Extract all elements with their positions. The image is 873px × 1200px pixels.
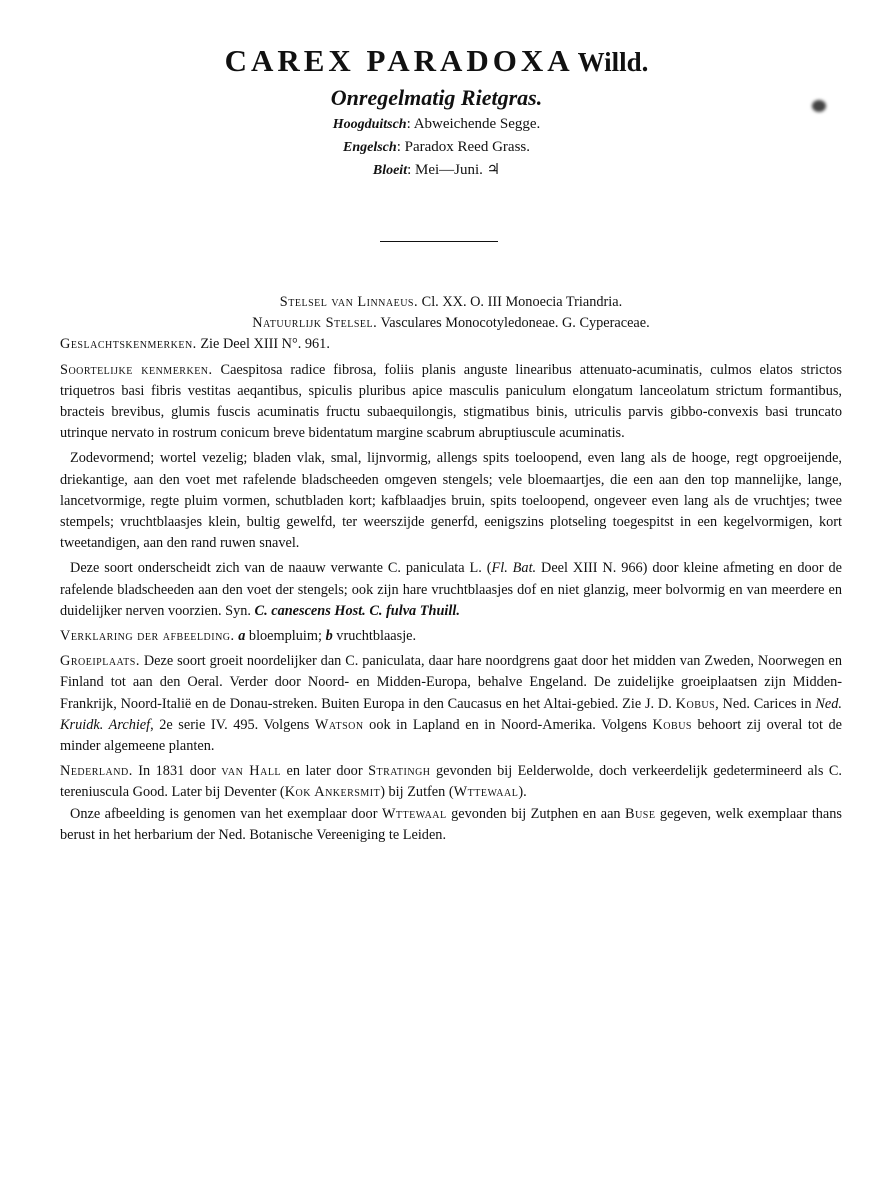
figure-note-wttewaal: Wttewaal — [381, 805, 447, 822]
journal-reference: Ned. Kruidk. Archief — [60, 695, 842, 733]
author-kobus-2: Kobus — [652, 716, 692, 733]
genus-label: Geslachtskenmerken. — [60, 336, 197, 353]
netherlands-label: Nederland. — [60, 763, 133, 780]
ink-smudge — [812, 100, 826, 112]
author-kobus: Kobus — [675, 695, 716, 712]
english-label: Engelsch — [343, 140, 397, 155]
habitat-label: Groeiplaats. — [60, 653, 140, 670]
netherlands-text-5: ). — [518, 784, 527, 801]
figure-key-a: a — [238, 628, 246, 645]
collector-wttewaal: Wttewaal — [453, 784, 519, 801]
species-characters — [60, 360, 842, 445]
habitat-text-3: , 2e serie IV. 495. Volgens — [150, 716, 315, 733]
habitat-text-4: ook in Lapland en in Noord-Amerika. Volgens — [363, 716, 653, 733]
bloom-line: Bloeit: Mei—Juni. ♃ — [372, 162, 501, 178]
german-name: Abweichende Segge. — [413, 116, 541, 132]
genus-value: Zie Deel XIII N°. 961. — [200, 336, 330, 353]
body-text — [60, 292, 842, 846]
collector-stratingh: Stratingh — [368, 763, 431, 780]
figure-note-text-1: Onze afbeelding is genomen van het exemplaar door — [70, 805, 382, 822]
figure-explanation — [60, 626, 842, 647]
title-block — [0, 40, 873, 182]
bloom-value: Mei—Juni. ♃ — [415, 162, 501, 178]
figure-note-paragraph — [60, 804, 842, 846]
english-name-line: Engelsch: Paradox Reed Grass. — [343, 139, 530, 155]
divider-rule — [380, 241, 498, 242]
synonym-1: C. canescens Host. — [254, 602, 366, 619]
linnaeus-value: Cl. XX. O. III Monoecia Triandria. — [421, 294, 623, 310]
species-chars-label: Soortelijke kenmerken. — [60, 361, 213, 378]
collector-ankersmit: Kok Ankersmit — [284, 784, 381, 801]
author-watson: Watson — [314, 716, 364, 733]
natural-system — [60, 313, 842, 334]
description-paragraph: Zodevormend; wortel vezelig; bladen vlak, smal, lijnvormig, allengs spits toeloopend, even lang als de hooge, regt opgroeijende, driekantige, aan den voet met rafelende bladscheeden omgeven stengels; vele bloemaartjes, die een aan den top mannelijke, lange, lancetvormige, regte pluim vormen, schutbladen kort; kafblaadjes bruin, spits toeloopend, ongeveer even lang als de vruchtjes; twee stempels; vruchtblaasjes klein, bultig gewelfd, ter weerszijde generfd, eenigszins plotseling toegespitst in een kegelvormigen, kort tweetandigen, aan den rand ruwen snavel. — [60, 450, 842, 552]
netherlands-text-1: In 1831 door — [138, 763, 222, 780]
figure-note-buse: Buse — [625, 805, 656, 822]
bloom-label: Bloeit — [372, 163, 408, 178]
figure-key-a-text: bloempluim; — [245, 628, 326, 645]
comparison-paragraph — [60, 558, 842, 622]
figure-note-text-3: gegeven, welk exemplaar thans berust in het herbarium der Ned. Botanische Vereeniging te Leiden. — [60, 805, 842, 843]
habitat-text-2: , Ned. Carices in — [715, 695, 816, 712]
netherlands-paragraph — [60, 761, 842, 803]
species-author: Willd. — [577, 47, 649, 77]
page-title — [0, 40, 873, 83]
figure-key-b: b — [325, 628, 333, 645]
netherlands-text-2: en later door — [281, 763, 369, 780]
flora-reference: Fl. Bat. — [491, 560, 537, 577]
species-name: CAREX PARADOXA — [224, 43, 574, 78]
linnaeus-label: Stelsel van Linnaeus. — [279, 294, 419, 310]
habitat-text-1: Deze soort groeit noordelijker dan C. paniculata, daar hare noordgrens gaat door het midden van Zweden, Noorwegen en Finland tot aan den Oeral. Verder door Noord- en Midden-Europa, behalve Engeland. De zuidelijke groeiplaatsen zijn Midden-Frankrijk, Noord-Italië en de Donau-streken. Buiten Europa in den Caucasus en het Altai-gebied. Zie J. D. — [60, 653, 842, 712]
english-name: Paradox Reed Grass. — [404, 139, 530, 155]
natural-label: Natuurlijk Stelsel. — [252, 315, 378, 332]
netherlands-text-3: gevonden bij Eelderwolde, doch verkeerdelijk gedetermineerd als C. tereniuscula Good. Later bij Deventer ( — [60, 763, 842, 801]
comparison-text-1: Deze soort onderscheidt zich van de naauw verwante C. paniculata L. ( — [70, 560, 492, 577]
figure-note-text-2: gevonden bij Zutphen en aan — [446, 805, 626, 822]
synonym-2: C. fulva Thuill. — [369, 602, 460, 619]
figure-expl-label: Verklaring der afbeelding. — [60, 628, 235, 645]
species-chars-text: Caespitosa radice fibrosa, foliis planis anguste linearibus attenuato-acuminatis, culmos elatos strictos triquetros basi fibris vestitas aeqantibus, spiculis pluribus apice masculis paniculum elongatum lanceolatum strictum formantibus, bracteis brevibus, glumis fuscis acuminatis fructu subaequilongis, stigmatibus binis, utriculis parvis gibbo-convexis basi truncato utrinque nervato in rostrum conicum breve bidentatum margine scabrum abruptiuscule acuminatis. — [60, 361, 842, 442]
netherlands-text-4: ) bij Zutfen ( — [380, 784, 454, 801]
figure-key-b-text: vruchtblaasje. — [332, 628, 417, 645]
german-name-line: Hoogduitsch: Abweichende Segge. — [332, 116, 541, 132]
habitat-text-5: behoort zij overal tot de minder algemeene planten. — [60, 716, 843, 755]
genus-characters — [60, 334, 842, 355]
dutch-common-name: Onregelmatig Rietgras. — [330, 85, 543, 110]
natural-value: Vasculares Monocotyledoneae. G. Cyperaceae. — [380, 315, 650, 332]
german-label: Hoogduitsch — [332, 117, 407, 132]
collector-van-hall: van Hall — [221, 763, 282, 780]
linnaeus-system — [60, 292, 842, 313]
comparison-text-2: Deel XIII N. 966) door kleine afmeting en door de rafelende bladscheeden aan den voet der stengels; ook zijn hare vruchtblaasjes dof en niet glanzig, meer bolvormig en van meerdere en duidelijker nerven voorzien. Syn. — [60, 560, 842, 619]
habitat-paragraph — [60, 651, 842, 757]
